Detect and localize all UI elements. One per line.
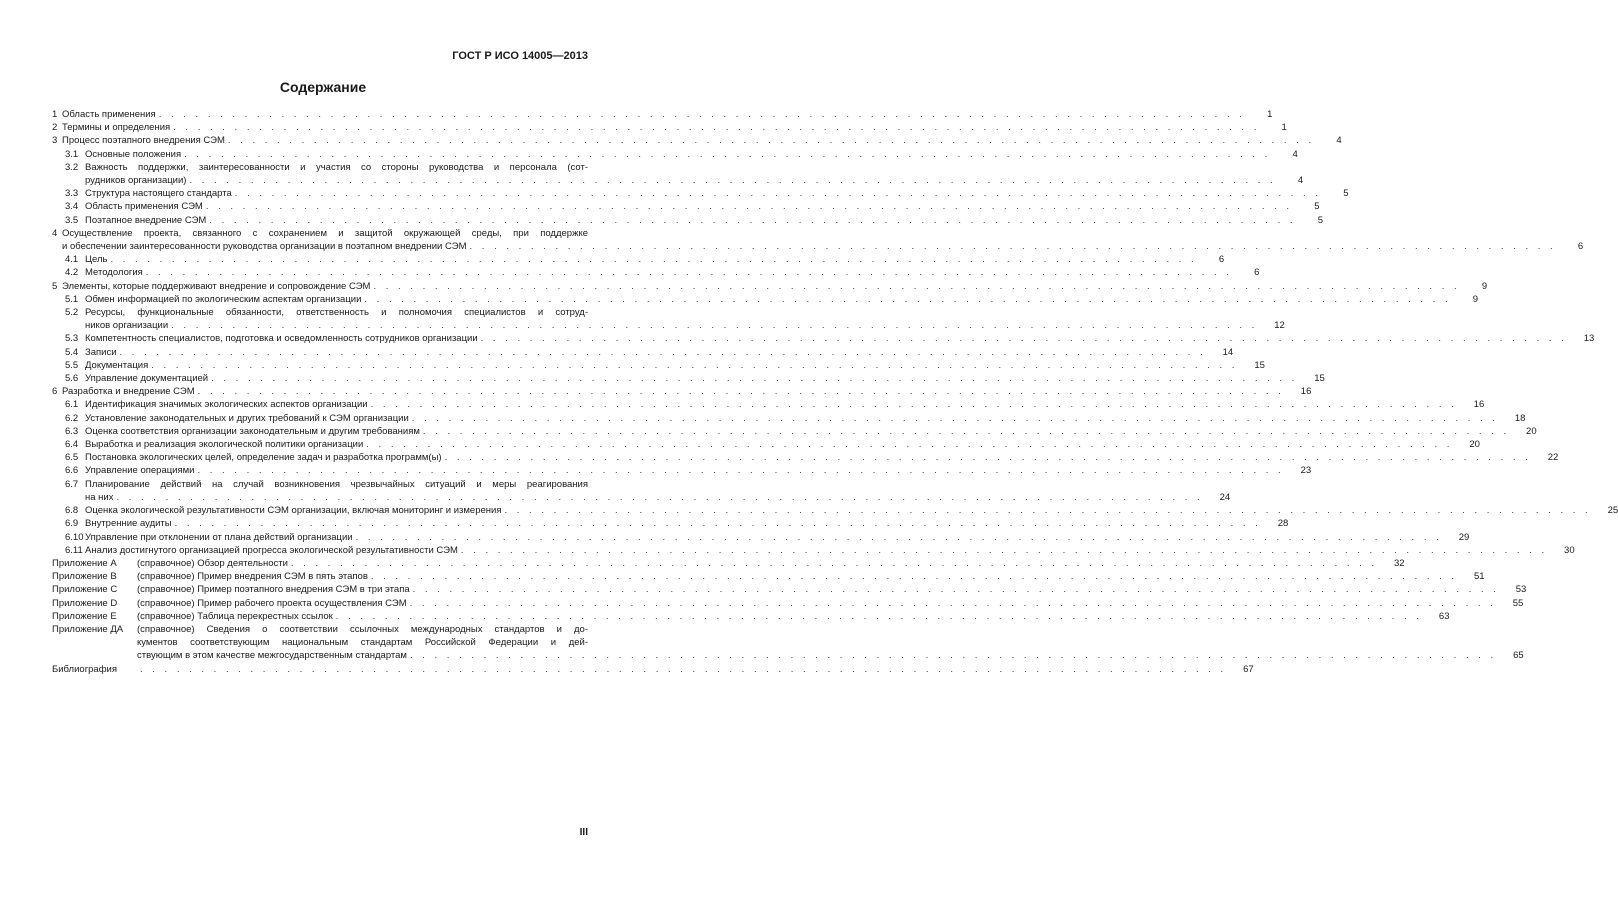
toc-page-number: 65 <box>1513 650 1524 662</box>
toc-entry-title-line: Планирование действий на случай возникновения чрезвычайных ситуаций и меры реагирования <box>85 478 588 490</box>
toc-entry <box>52 570 1485 583</box>
toc-entry-title: (справочное) Пример внедрения СЭМ в пять этапов <box>137 571 368 583</box>
toc-entry <box>52 623 1524 663</box>
dot-leader: . . . . . . . . . . . . . . . . . . . . . . . . . . . . . . . . . . . . . . . . . . . . . . . . . . . . . . . . . . . . . . . . . . . . . . . . . . . . . . . . . . . . . . . . . <box>460 544 1548 556</box>
toc-page-number: 20 <box>1469 439 1480 451</box>
toc-entry-number: 6.9 <box>65 518 79 530</box>
dot-leader: . . . . . . . . . . . . . . . . . . . . . . . . . . . . . . . . . . . . . . . . . . . . . . . . . . . . . . . . . . . . . . . . . . . . . . . . . . . . . . . . . . . . . . . . . <box>145 267 1233 279</box>
dot-leader: . . . . . . . . . . . . . . . . . . . . . . . . . . . . . . . . . . . . . . . . . . . . . . . . . . . . . . . . . . . . . . . . . . . . . . . . . . . . . . . . . . . . . . . . . <box>409 650 1497 662</box>
toc-entry-number: 6.6 <box>65 465 79 477</box>
toc-entry-number: 1 <box>52 109 58 120</box>
toc-page-number: 28 <box>1277 518 1289 530</box>
dot-leader: . . . . . . . . . . . . . . . . . . . . . . . . . . . . . . . . . . . . . . . . . . . . . . . . . . . . . . . . . . . . . . . . . . . . . . . . . . . . . . . . . . . . . . . . . <box>158 109 1246 120</box>
toc-page-number: 14 <box>1222 346 1234 358</box>
toc-page-number: 67 <box>1243 663 1254 675</box>
toc-entry-title: Обмен информацией по экологическим аспектам организации <box>85 293 362 305</box>
dot-leader: . . . . . . . . . . . . . . . . . . . . . . . . . . . . . . . . . . . . . . . . . . . . . . . . . . . . . . . . . . . . . . . . . . . . . . . . . . . . . . . . . . . . . . . . . <box>197 386 1285 398</box>
toc-page-number: 5 <box>1343 188 1349 200</box>
toc-page-number: 22 <box>1547 452 1559 464</box>
toc-entry <box>52 332 1595 345</box>
dot-leader: . . . . . . . . . . . . . . . . . . . . . . . . . . . . . . . . . . . . . . . . . . . . . . . . . . . . . . . . . . . . . . . . . . . . . . . . . . . . . . . . . . . . . . . . . <box>355 531 1443 543</box>
toc-page-number: 4 <box>1336 135 1342 147</box>
toc-page-number: 1 <box>1267 109 1273 120</box>
table-of-contents <box>52 108 1618 676</box>
toc-entry-number: 6.8 <box>65 505 79 517</box>
toc-page-number: 20 <box>1526 425 1537 437</box>
toc-entry-number: 4 <box>52 227 58 239</box>
toc-entry <box>52 531 1470 544</box>
toc-entry-title: Методология <box>85 267 143 279</box>
dot-leader: . . . . . . . . . . . . . . . . . . . . . . . . . . . . . . . . . . . . . . . . . . . . . . . . . . . . . . . . . . . . . . . . . . . . . . . . . . . . . . . . . . . . . . . . . <box>234 188 1322 200</box>
page-number-roman: III <box>579 827 588 838</box>
toc-entry <box>52 108 1273 121</box>
toc-entry <box>52 451 1559 464</box>
toc-page-number: 6 <box>1577 241 1584 253</box>
toc-page-number: 6 <box>1254 267 1260 279</box>
toc-entry-number: Библиография <box>52 663 117 675</box>
toc-page-number: 55 <box>1512 597 1524 609</box>
toc-page-number: 9 <box>1481 280 1488 292</box>
toc-entry <box>52 478 1231 504</box>
toc-entry <box>52 346 1234 359</box>
toc-entry-number: 5 <box>52 280 58 292</box>
toc-entry-number: 6.2 <box>65 412 79 424</box>
toc-entry-title: Идентификация значимых экологических аспектов организации <box>85 399 368 411</box>
toc-entry-number: 6.5 <box>65 452 79 464</box>
toc-entry-title: Процесс поэтапного внедрения СЭМ <box>62 135 225 147</box>
toc-entry-title: Основные положения <box>85 148 182 160</box>
toc-entry <box>52 253 1225 266</box>
toc-entry-title: на них <box>85 491 114 503</box>
toc-entry <box>52 438 1480 451</box>
toc-entry <box>52 597 1524 610</box>
dot-leader: . . . . . . . . . . . . . . . . . . . . . . . . . . . . . . . . . . . . . . . . . . . . . . . . . . . . . . . . . . . . . . . . . . . . . . . . . . . . . . . . . . . . . . . . . <box>290 557 1378 569</box>
toc-page-number: 4 <box>1292 148 1298 160</box>
toc-entry-number: 5.2 <box>65 307 79 319</box>
toc-entry <box>52 412 1526 425</box>
toc-entry-title: Оценка соответствия организации законодательным и другим требованиям <box>85 425 420 437</box>
toc-entry-title: Область применения СЭМ <box>85 201 203 213</box>
toc-entry-number: 3.5 <box>65 214 79 226</box>
toc-entry <box>52 293 1479 306</box>
toc-entry-title: Область применения <box>62 109 156 120</box>
toc-page-number: 18 <box>1514 412 1526 424</box>
dot-leader: . . . . . . . . . . . . . . . . . . . . . . . . . . . . . . . . . . . . . . . . . . . . . . . . . . . . . . . . . . . . . . . . . . . . . . . . . . . . . . . . . . . . . . . . . <box>209 214 1297 226</box>
toc-entry <box>52 266 1260 279</box>
toc-page-number: 9 <box>1472 293 1479 305</box>
toc-page-number: 53 <box>1515 584 1527 596</box>
toc-page-number: 25 <box>1607 505 1618 517</box>
dot-leader: . . . . . . . . . . . . . . . . . . . . . . . . . . . . . . . . . . . . . . . . . . . . . . . . . . . . . . . . . . . . . . . . . . . . . . . . . . . . . . . . . . . . . . . . . <box>174 518 1262 530</box>
toc-entry-title-line: кументов соответствующим национальным стандартам Российской Федерации и дей- <box>137 637 588 649</box>
toc-entry-title: Управление операциями <box>85 465 195 477</box>
dot-leader: . . . . . . . . . . . . . . . . . . . . . . . . . . . . . . . . . . . . . . . . . . . . . . . . . . . . . . . . . . . . . . . . . . . . . . . . . . . . . . . . . . . . . . . . . <box>140 663 1227 675</box>
toc-entry-title: Анализ достигнутого организацией прогресса экологической результативности СЭМ <box>85 544 458 556</box>
toc-entry <box>52 148 1298 161</box>
toc-entry-number: Приложение D <box>52 597 118 609</box>
dot-leader: . . . . . . . . . . . . . . . . . . . . . . . . . . . . . . . . . . . . . . . . . . . . . . . . . . . . . . . . . . . . . . . . . . . . . . . . . . . . . . . . . . . . . . . . . <box>411 412 1499 424</box>
toc-entry-title: Структура настоящего стандарта <box>85 188 232 200</box>
dot-leader: . . . . . . . . . . . . . . . . . . . . . . . . . . . . . . . . . . . . . . . . . . . . . . . . . . . . . . . . . . . . . . . . . . . . . . . . . . . . . . . . . . . . . . . . . <box>373 280 1461 292</box>
toc-entry-title: Установление законодательных и других требований к СЭМ организации <box>85 412 409 424</box>
toc-entry <box>52 214 1324 227</box>
toc-entry-number: 4.1 <box>65 254 79 266</box>
toc-page-number: 23 <box>1300 465 1312 477</box>
toc-entry <box>52 187 1349 200</box>
toc-entry <box>52 385 1312 398</box>
toc-entry <box>52 557 1405 570</box>
toc-entry-number: Приложение Е <box>52 610 117 622</box>
toc-entry <box>52 425 1537 438</box>
toc-entry-number: 5.4 <box>65 346 79 358</box>
dot-leader: . . . . . . . . . . . . . . . . . . . . . . . . . . . . . . . . . . . . . . . . . . . . . . . . . . . . . . . . . . . . . . . . . . . . . . . . . . . . . . . . . . . . . . . . . <box>422 425 1510 437</box>
toc-entry-number: 6.3 <box>65 425 79 437</box>
toc-entry-title: Документация <box>85 359 149 371</box>
toc-entry-title: ствующим в этом качестве межгосударственным стандартам <box>137 650 407 662</box>
toc-entry <box>52 372 1325 385</box>
toc-entry-number: 3.2 <box>65 161 79 173</box>
toc-page-number: 15 <box>1254 359 1265 371</box>
toc-page-number: 6 <box>1218 254 1225 266</box>
toc-entry-number: Приложение ДА <box>52 623 124 635</box>
toc-entry-number: 6.1 <box>65 399 79 411</box>
toc-page-number: 1 <box>1281 122 1287 134</box>
toc-entry-number: 3.1 <box>65 148 79 160</box>
dot-leader: . . . . . . . . . . . . . . . . . . . . . . . . . . . . . . . . . . . . . . . . . . . . . . . . . . . . . . . . . . . . . . . . . . . . . . . . . . . . . . . . . . . . . . . . . <box>197 465 1285 477</box>
toc-entry-number: 3 <box>52 135 58 147</box>
toc-entry <box>52 583 1527 596</box>
toc-entry-title: Управление документацией <box>85 373 209 385</box>
toc-entry <box>52 504 1618 517</box>
toc-page-number: 51 <box>1473 571 1485 583</box>
dot-leader: . . . . . . . . . . . . . . . . . . . . . . . . . . . . . . . . . . . . . . . . . . . . . . . . . . . . . . . . . . . . . . . . . . . . . . . . . . . . . . . . . . . . . . . . . <box>173 122 1260 134</box>
toc-entry-title: рудников организации) <box>85 175 187 187</box>
dot-leader: . . . . . . . . . . . . . . . . . . . . . . . . . . . . . . . . . . . . . . . . . . . . . . . . . . . . . . . . . . . . . . . . . . . . . . . . . . . . . . . . . . . . . . . . . <box>110 254 1198 266</box>
toc-entry <box>52 134 1342 147</box>
dot-leader: . . . . . . . . . . . . . . . . . . . . . . . . . . . . . . . . . . . . . . . . . . . . . . . . . . . . . . . . . . . . . . . . . . . . . . . . . . . . . . . . . . . . . . . . . <box>480 333 1568 345</box>
toc-entry <box>52 280 1488 293</box>
toc-entry-title: Цель <box>85 254 108 266</box>
toc-entry-title: (справочное) Обзор деятельности <box>137 557 288 569</box>
toc-entry-number: 6.11 <box>65 544 83 556</box>
toc-entry-title: Разработка и внедрение СЭМ <box>62 386 195 398</box>
toc-entry-title: Компетентность специалистов, подготовка и осведомленность сотрудников организации <box>85 333 478 345</box>
toc-page-number: 4 <box>1297 175 1304 187</box>
toc-entry-number: 5.1 <box>65 293 79 305</box>
toc-entry-title: (справочное) Пример поэтапного внедрения СЭМ в три этапа <box>137 584 410 596</box>
toc-page-number: 32 <box>1394 557 1405 569</box>
toc-page-number: 13 <box>1583 333 1595 345</box>
toc-entry-title: Выработка и реализация экологической политики организации <box>85 439 364 451</box>
dot-leader: . . . . . . . . . . . . . . . . . . . . . . . . . . . . . . . . . . . . . . . . . . . . . . . . . . . . . . . . . . . . . . . . . . . . . . . . . . . . . . . . . . . . . . . . . <box>335 610 1423 622</box>
dot-leader: . . . . . . . . . . . . . . . . . . . . . . . . . . . . . . . . . . . . . . . . . . . . . . . . . . . . . . . . . . . . . . . . . . . . . . . . . . . . . . . . . . . . . . . . . <box>227 135 1315 147</box>
document-header: ГОСТ Р ИСО 14005—2013 <box>452 50 588 62</box>
dot-leader: . . . . . . . . . . . . . . . . . . . . . . . . . . . . . . . . . . . . . . . . . . . . . . . . . . . . . . . . . . . . . . . . . . . . . . . . . . . . . . . . . . . . . . . . . <box>366 439 1453 451</box>
toc-entry-title: Управление при отклонении от плана действий организации <box>85 531 353 543</box>
toc-entry-title: Термины и определения <box>62 122 171 134</box>
toc-entry-title: (справочное) Таблица перекрестных ссылок <box>137 610 333 622</box>
toc-entry-number: 6.7 <box>65 478 79 490</box>
toc-entry-number: 5.3 <box>65 333 79 345</box>
dot-leader: . . . . . . . . . . . . . . . . . . . . . . . . . . . . . . . . . . . . . . . . . . . . . . . . . . . . . . . . . . . . . . . . . . . . . . . . . . . . . . . . . . . . . . . . . <box>205 201 1293 213</box>
toc-entry-number: 6.10 <box>65 531 84 543</box>
dot-leader: . . . . . . . . . . . . . . . . . . . . . . . . . . . . . . . . . . . . . . . . . . . . . . . . . . . . . . . . . . . . . . . . . . . . . . . . . . . . . . . . . . . . . . . . . <box>504 505 1592 517</box>
dot-leader: . . . . . . . . . . . . . . . . . . . . . . . . . . . . . . . . . . . . . . . . . . . . . . . . . . . . . . . . . . . . . . . . . . . . . . . . . . . . . . . . . . . . . . . . . <box>171 320 1258 332</box>
toc-entry-title: Поэтапное внедрение СЭМ <box>85 214 207 226</box>
dot-leader: . . . . . . . . . . . . . . . . . . . . . . . . . . . . . . . . . . . . . . . . . . . . . . . . . . . . . . . . . . . . . . . . . . . . . . . . . . . . . . . . . . . . . . . . . <box>151 359 1238 371</box>
dot-leader: . . . . . . . . . . . . . . . . . . . . . . . . . . . . . . . . . . . . . . . . . . . . . . . . . . . . . . . . . . . . . . . . . . . . . . . . . . . . . . . . . . . . . . . . . <box>184 148 1271 160</box>
toc-page-number: 5 <box>1317 214 1324 226</box>
toc-entry <box>52 227 1584 253</box>
toc-entry <box>52 544 1575 557</box>
toc-page-number: 15 <box>1314 373 1325 385</box>
toc-page-number: 29 <box>1458 531 1470 543</box>
toc-entry <box>52 306 1285 332</box>
toc-entry-title-line: Осуществление проекта, связанного с сохранением и защитой окружающей среды, при поддержке <box>62 227 588 239</box>
toc-entry-title-line: Важность поддержки, заинтересованности и участия со стороны руководства и персонала (сот- <box>85 161 588 173</box>
dot-leader: . . . . . . . . . . . . . . . . . . . . . . . . . . . . . . . . . . . . . . . . . . . . . . . . . . . . . . . . . . . . . . . . . . . . . . . . . . . . . . . . . . . . . . . . . <box>116 491 1204 503</box>
dot-leader: . . . . . . . . . . . . . . . . . . . . . . . . . . . . . . . . . . . . . . . . . . . . . . . . . . . . . . . . . . . . . . . . . . . . . . . . . . . . . . . . . . . . . . . . . <box>370 399 1458 411</box>
dot-leader: . . . . . . . . . . . . . . . . . . . . . . . . . . . . . . . . . . . . . . . . . . . . . . . . . . . . . . . . . . . . . . . . . . . . . . . . . . . . . . . . . . . . . . . . . <box>189 175 1277 187</box>
toc-entry-title: Оценка экологической результативности СЭМ организации, включая мониторинг и измерения <box>85 505 502 517</box>
dot-leader: . . . . . . . . . . . . . . . . . . . . . . . . . . . . . . . . . . . . . . . . . . . . . . . . . . . . . . . . . . . . . . . . . . . . . . . . . . . . . . . . . . . . . . . . . <box>469 241 1557 253</box>
toc-entry-title: Записи <box>85 346 117 358</box>
toc-entry-title: и обеспечении заинтересованности руководства организации в поэтапном внедрении СЭМ <box>62 241 467 253</box>
toc-page-number: 16 <box>1300 386 1312 398</box>
toc-entry-number: 3.4 <box>65 201 79 213</box>
toc-page-number: 24 <box>1219 491 1231 503</box>
toc-entry-number: 6.4 <box>65 439 79 451</box>
toc-entry-number: Приложение А <box>52 557 117 569</box>
toc-entry-number: 6 <box>52 386 58 398</box>
toc-entry <box>52 161 1304 187</box>
toc-entry <box>52 610 1450 623</box>
toc-entry-number: 5.6 <box>65 373 79 385</box>
dot-leader: . . . . . . . . . . . . . . . . . . . . . . . . . . . . . . . . . . . . . . . . . . . . . . . . . . . . . . . . . . . . . . . . . . . . . . . . . . . . . . . . . . . . . . . . . <box>211 373 1298 385</box>
toc-entry-title-line: Ресурсы, функциональные обязанности, ответственность и полномочия специалистов и сотруд- <box>85 307 588 319</box>
toc-entry-title: Внутренние аудиты <box>85 518 172 530</box>
toc-entry <box>52 359 1265 372</box>
toc-page-number: 5 <box>1314 201 1320 213</box>
toc-entry <box>52 121 1287 134</box>
toc-entry <box>52 517 1289 530</box>
toc-entry <box>52 398 1485 411</box>
page-title: Содержание <box>279 79 367 95</box>
toc-entry-title: (справочное) Пример рабочего проекта осуществления СЭМ <box>137 597 407 609</box>
dot-leader: . . . . . . . . . . . . . . . . . . . . . . . . . . . . . . . . . . . . . . . . . . . . . . . . . . . . . . . . . . . . . . . . . . . . . . . . . . . . . . . . . . . . . . . . . <box>444 452 1532 464</box>
toc-entry-number: Приложение В <box>52 571 117 583</box>
toc-page-number: 63 <box>1438 610 1450 622</box>
dot-leader: . . . . . . . . . . . . . . . . . . . . . . . . . . . . . . . . . . . . . . . . . . . . . . . . . . . . . . . . . . . . . . . . . . . . . . . . . . . . . . . . . . . . . . . . . <box>370 571 1458 583</box>
toc-entry-title-line: (справочное) Сведения о соответствии ссылочных международных стандартов и до- <box>137 623 588 635</box>
dot-leader: . . . . . . . . . . . . . . . . . . . . . . . . . . . . . . . . . . . . . . . . . . . . . . . . . . . . . . . . . . . . . . . . . . . . . . . . . . . . . . . . . . . . . . . . . <box>119 346 1207 358</box>
toc-page-number: 12 <box>1274 320 1285 332</box>
toc-entry-number: 3.3 <box>65 188 79 200</box>
toc-entry <box>52 464 1312 477</box>
toc-entry-number: 5.5 <box>65 359 79 371</box>
toc-entry-number: 4.2 <box>65 267 79 279</box>
toc-entry <box>52 200 1320 213</box>
toc-page-number: 16 <box>1473 399 1485 411</box>
toc-entry-number: Приложение С <box>52 584 118 596</box>
dot-leader: . . . . . . . . . . . . . . . . . . . . . . . . . . . . . . . . . . . . . . . . . . . . . . . . . . . . . . . . . . . . . . . . . . . . . . . . . . . . . . . . . . . . . . . . . <box>364 293 1452 305</box>
toc-entry <box>52 663 1254 676</box>
toc-page-number: 30 <box>1564 544 1575 556</box>
toc-entry-title: Постановка экологических целей, определение задач и разработка программ(ы) <box>85 452 442 464</box>
dot-leader: . . . . . . . . . . . . . . . . . . . . . . . . . . . . . . . . . . . . . . . . . . . . . . . . . . . . . . . . . . . . . . . . . . . . . . . . . . . . . . . . . . . . . . . . . <box>412 584 1500 596</box>
toc-entry-title: Элементы, которые поддерживают внедрение и сопровождение СЭМ <box>62 280 371 292</box>
toc-entry-number: 2 <box>52 122 58 134</box>
dot-leader: . . . . . . . . . . . . . . . . . . . . . . . . . . . . . . . . . . . . . . . . . . . . . . . . . . . . . . . . . . . . . . . . . . . . . . . . . . . . . . . . . . . . . . . . . <box>409 597 1497 609</box>
toc-entry-title: ников организации <box>85 320 169 332</box>
